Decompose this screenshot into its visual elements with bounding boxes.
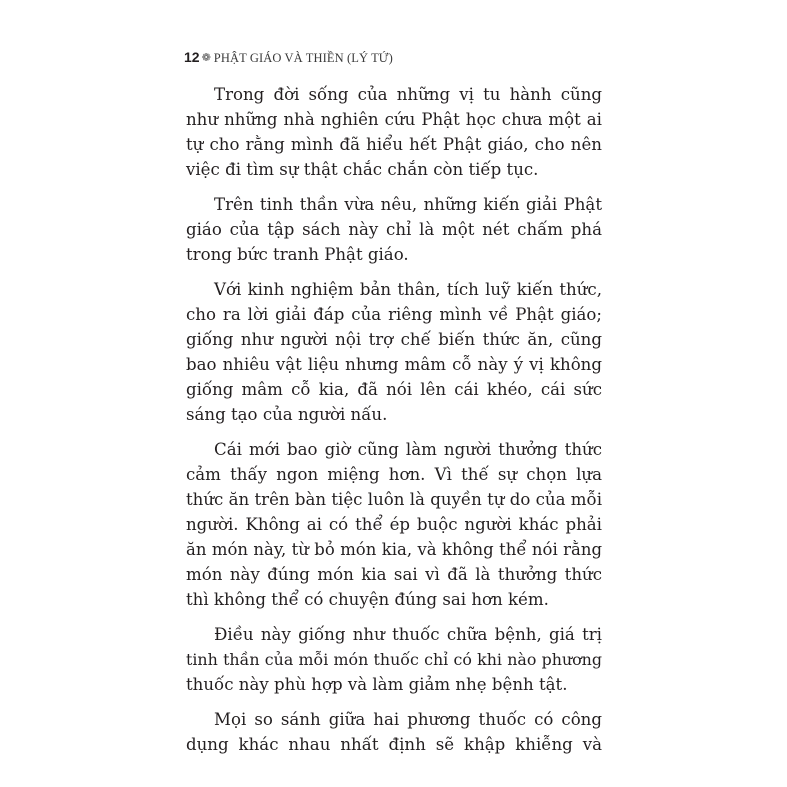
flower-ornament-icon: ❁ bbox=[201, 51, 211, 64]
paragraph bbox=[186, 82, 602, 182]
text-line: thì không thể có chuyện đúng sai hơn kém. bbox=[186, 590, 549, 610]
book-title: PHẬT GIÁO VÀ THIỀN (LÝ TỨ) bbox=[213, 51, 393, 65]
paragraph bbox=[186, 277, 602, 428]
body-text bbox=[186, 82, 602, 766]
text-line: Mọi so sánh giữa hai phương thuốc có công bbox=[214, 709, 602, 729]
text-line: trong bức tranh Phật giáo. bbox=[186, 245, 409, 265]
text-line: việc đi tìm sự thật chắc chắn còn tiếp tục. bbox=[186, 160, 539, 180]
text-line: tự cho rằng mình đã hiểu hết Phật giáo, cho nên bbox=[186, 135, 602, 155]
text-line: giống như người nội trợ chế biến thức ăn, cũng bbox=[186, 329, 602, 349]
text-line: giáo của tập sách này chỉ là một nét chấm phá bbox=[186, 219, 602, 239]
text-line: người. Không ai có thể ép buộc người khác phải bbox=[186, 515, 602, 534]
text-line: như những nhà nghiên cứu Phật học chưa một ai bbox=[186, 110, 602, 130]
text-line: bao nhiêu vật liệu nhưng mâm cỗ này ý vị không bbox=[186, 354, 602, 374]
text-line: thức ăn trên bàn tiệc luôn là quyền tự do của mỗi bbox=[186, 489, 602, 509]
paragraph bbox=[186, 622, 602, 697]
page-number: 12 bbox=[184, 49, 200, 65]
text-line: cho ra lời giải đáp của riêng mình về Phật giáo; bbox=[186, 304, 602, 324]
running-head bbox=[184, 49, 393, 69]
text-line: cảm thấy ngon miệng hơn. Vì thế sự chọn lựa bbox=[186, 464, 602, 484]
paragraph bbox=[186, 707, 602, 757]
text-line: giống mâm cỗ kia, đã nói lên cái khéo, cái sức bbox=[186, 380, 602, 400]
text-line: thuốc này phù hợp và làm giảm nhẹ bệnh tật. bbox=[186, 675, 568, 695]
paragraph bbox=[186, 437, 602, 613]
text-line: ăn món này, từ bỏ món kia, và không thể nói rằng bbox=[186, 540, 602, 560]
text-line: sáng tạo của người nấu. bbox=[186, 405, 388, 425]
text-line: Trên tinh thần vừa nêu, những kiến giải Phật bbox=[214, 194, 602, 214]
text-line: tinh thần của mỗi món thuốc chỉ có khi nào phương bbox=[186, 649, 602, 669]
text-line: dụng khác nhau nhất định sẽ khập khiễng và bbox=[186, 734, 602, 754]
text-line: món này đúng món kia sai vì đã là thưởng thức bbox=[186, 565, 602, 585]
text-line: Cái mới bao giờ cũng làm người thưởng thức bbox=[214, 439, 602, 459]
text-line: Điều này giống như thuốc chữa bệnh, giá trị bbox=[214, 624, 602, 644]
text-line: Với kinh nghiệm bản thân, tích luỹ kiến thức, bbox=[214, 279, 602, 299]
text-line: Trong đời sống của những vị tu hành cũng bbox=[214, 85, 602, 104]
paragraph bbox=[186, 192, 602, 267]
